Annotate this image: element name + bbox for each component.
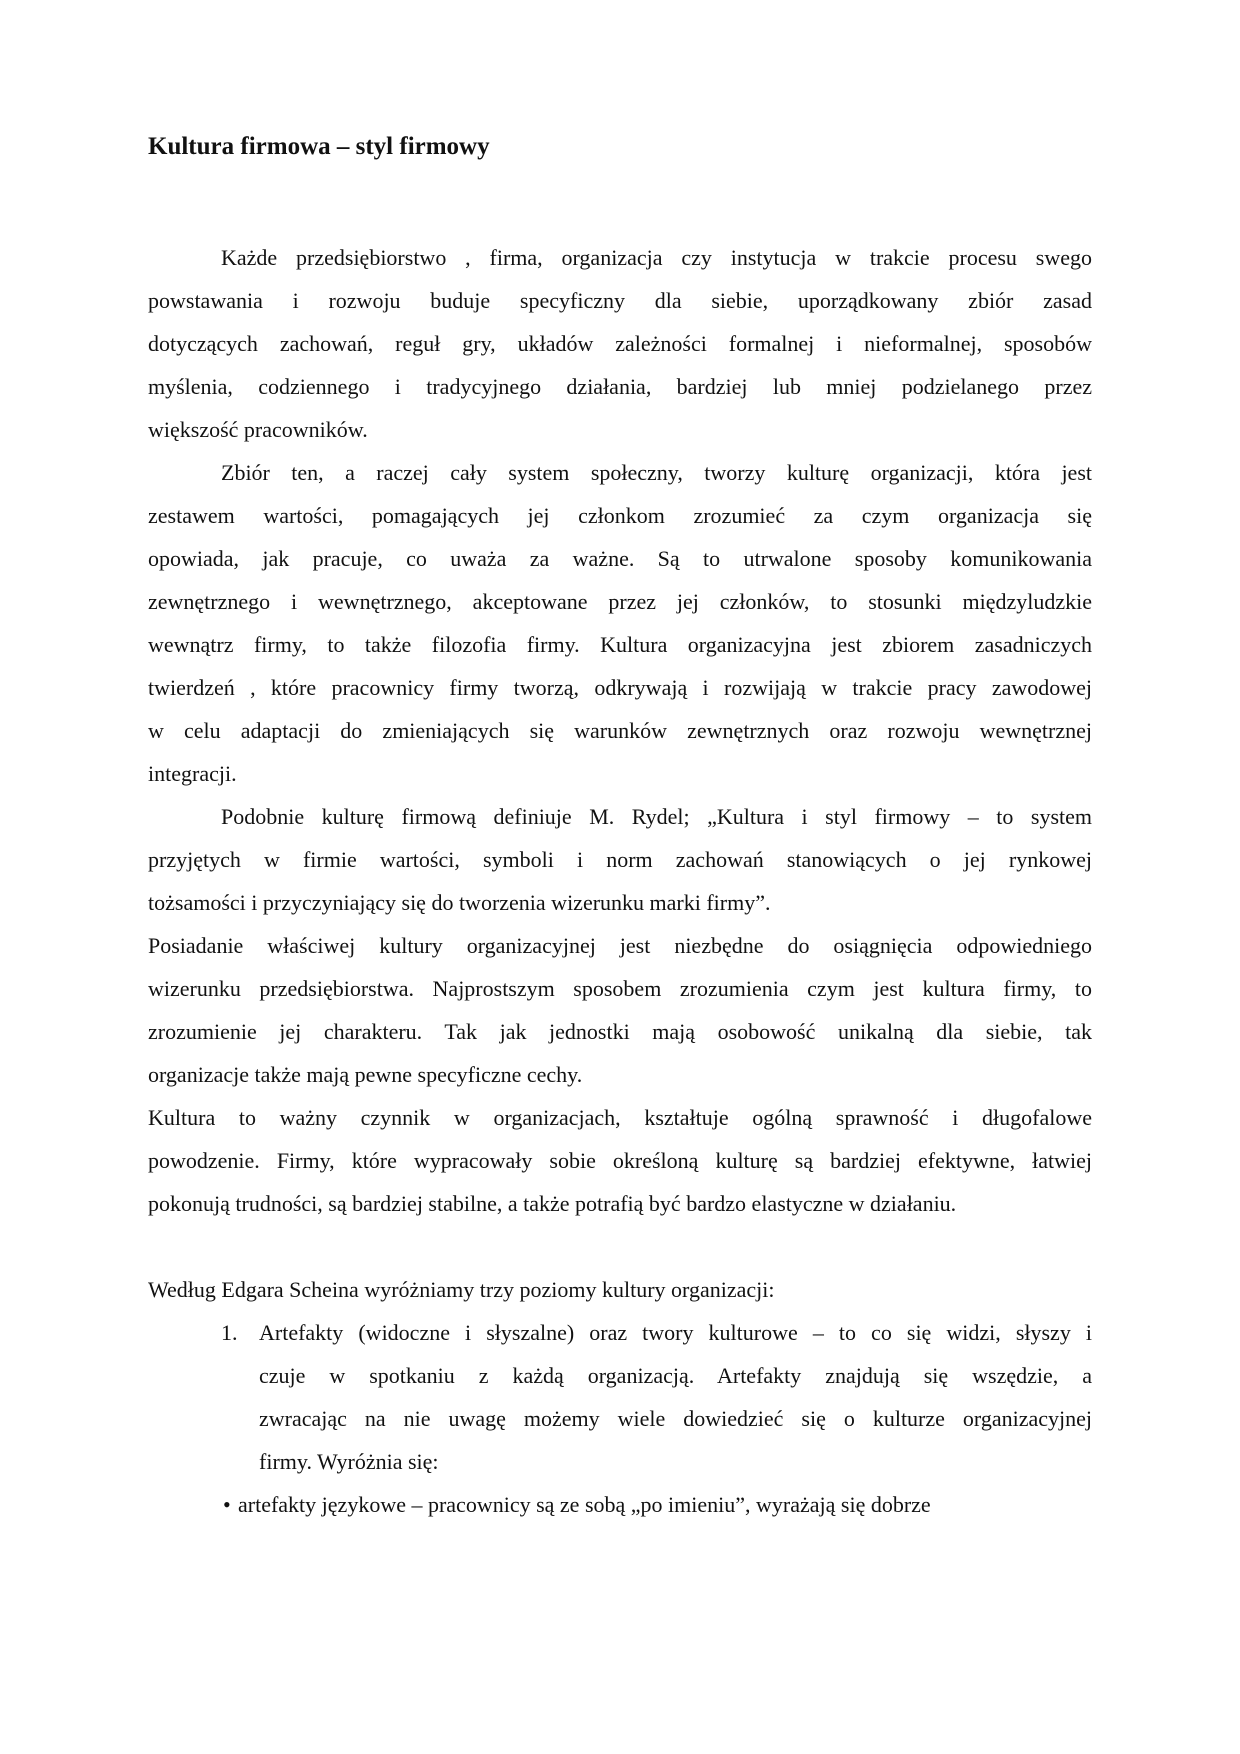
document-title: Kultura firmowa – styl firmowy <box>148 133 490 160</box>
paragraph-line: Zbiór ten, a raczej cały system społeczny, tworzy kulturę organizacji, która jest <box>221 460 1092 485</box>
paragraph-line: powstawania i rozwoju buduje specyficzny dla siebie, uporządkowany zbiór zasad <box>148 288 1092 313</box>
paragraph <box>148 924 1092 1096</box>
paragraph-line: wewnątrz firmy, to także filozofia firmy. Kultura organizacyjna jest zbiorem zasadniczych <box>148 632 1092 657</box>
paragraph <box>148 451 1092 795</box>
paragraph-line: wizerunku przedsiębiorstwa. Najprostszym sposobem zrozumienia czym jest kultura firmy, to <box>148 976 1092 1001</box>
paragraph-line: większość pracowników. <box>148 417 368 442</box>
paragraph <box>148 1096 1092 1225</box>
paragraph-line: zewnętrznego i wewnętrznego, akceptowane przez jej członków, to stosunki międzyludzkie <box>148 589 1092 614</box>
paragraph-line: Każde przedsiębiorstwo , firma, organizacja czy instytucja w trakcie procesu swego <box>221 245 1092 270</box>
list-item-line: czuje w spotkaniu z każdą organizacją. Artefakty znajdują się wszędzie, a <box>259 1363 1092 1388</box>
paragraph-line: dotyczących zachowań, reguł gry, układów zależności formalnej i nieformalnej, sposobów <box>148 331 1092 356</box>
list-item-first-line <box>148 1311 1092 1354</box>
paragraph-line: integracji. <box>148 761 237 786</box>
paragraph-line: pokonują trudności, są bardziej stabilne, a także potrafią być bardzo elastyczne w działaniu. <box>148 1191 957 1216</box>
list-item-line: zwracając na nie uwagę możemy wiele dowiedzieć się o kulturze organizacyjnej <box>259 1406 1092 1431</box>
paragraph-line: Kultura to ważny czynnik w organizacjach, kształtuje ogólną sprawność i długofalowe <box>148 1105 1092 1130</box>
paragraph-line: tożsamości i przyczyniający się do tworzenia wizerunku marki firmy”. <box>148 890 771 915</box>
bullet-text: artefakty językowe – pracownicy są ze sobą „po imieniu”, wyrażają się dobrze <box>238 1492 931 1517</box>
paragraph-line: powodzenie. Firmy, które wypracowały sobie określoną kulturę są bardziej efektywne, łatwiej <box>148 1148 1092 1173</box>
paragraph-line: organizacje także mają pewne specyficzne cechy. <box>148 1062 583 1087</box>
numbered-list-item <box>148 1311 1092 1483</box>
list-item-line: Artefakty (widoczne i słyszalne) oraz twory kulturowe – to co się widzi, słyszy i <box>259 1320 1092 1345</box>
paragraph-line: opowiada, jak pracuje, co uważa za ważne. Są to utrwalone sposoby komunikowania <box>148 546 1092 571</box>
paragraph-line: w celu adaptacji do zmieniających się warunków zewnętrznych oraz rozwoju wewnętrznej <box>148 718 1092 743</box>
paragraph-line: przyjętych w firmie wartości, symboli i norm zachowań stanowiących o jej rynkowej <box>148 847 1092 872</box>
bullet-list-item <box>148 1483 1092 1526</box>
paragraph-line: myślenia, codziennego i tradycyjnego działania, bardziej lub mniej podzielanego przez <box>148 374 1092 399</box>
intro-text: Według Edgara Scheina wyróżniamy trzy poziomy kultury organizacji: <box>148 1277 775 1302</box>
list-number: 1. <box>221 1320 238 1345</box>
document-body <box>148 236 1092 1526</box>
paragraph <box>148 236 1092 451</box>
spacer <box>148 1225 1092 1268</box>
paragraph-line: zestawem wartości, pomagających jej członkom zrozumieć za czym organizacja się <box>148 503 1092 528</box>
list-item-line: firmy. Wyróżnia się: <box>259 1449 439 1474</box>
paragraph-line: Podobnie kulturę firmową definiuje M. Rydel; „Kultura i styl firmowy – to system <box>221 804 1092 829</box>
bullet-icon: • <box>223 1492 231 1517</box>
paragraph-line: twierdzeń , które pracownicy firmy tworzą, odkrywają i rozwijają w trakcie pracy zawodowej <box>148 675 1092 700</box>
paragraph-line: zrozumienie jej charakteru. Tak jak jednostki mają osobowość unikalną dla siebie, tak <box>148 1019 1092 1044</box>
paragraph-line: Posiadanie właściwej kultury organizacyjnej jest niezbędne do osiągnięcia odpowiedniego <box>148 933 1092 958</box>
paragraph <box>148 795 1092 924</box>
